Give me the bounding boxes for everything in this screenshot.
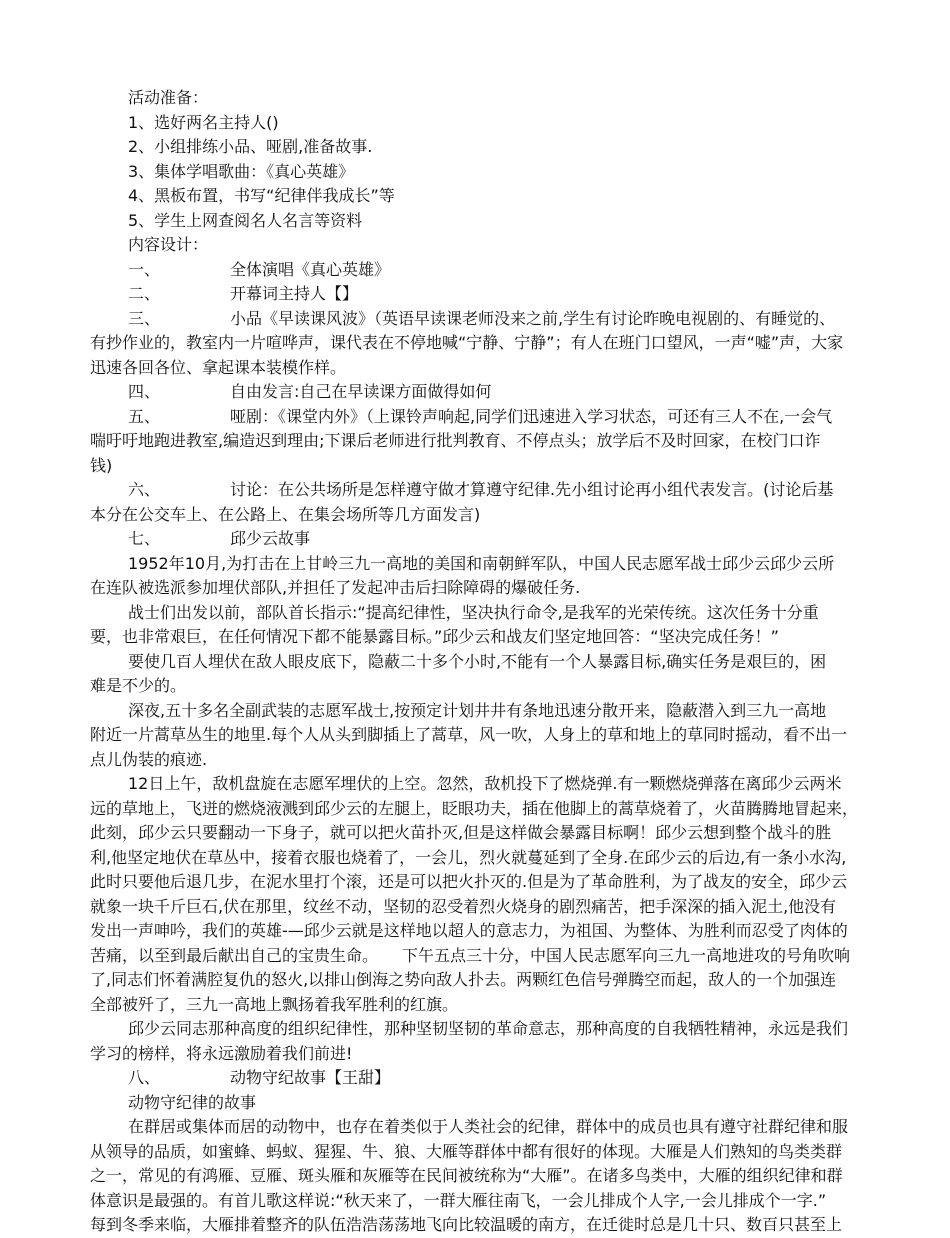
outline-text: 自由发言:自己在早读课方面做得如何 (230, 382, 492, 401)
outline-text-continued: 迅速各回各位、拿起课本装模作样。 (90, 357, 347, 377)
outline-text-continued: 本分在公交车上、在公路上、在集会场所等几方面发言) (90, 504, 481, 524)
outline-number: 五、 (128, 406, 161, 426)
prep-heading: 活动准备： (128, 88, 209, 107)
animal-story-title: 动物守纪律的故事 (128, 1092, 257, 1112)
animal-paragraph-line: 在群居或集体而居的动物中，也存在着类似于人类社会的纪律，群体中的成员也具有遵守社群纪律和服 (128, 1117, 849, 1136)
story-paragraph-line: 1952年10月,为打击在上甘岭三九一高地的美国和南朝鲜军队，中国人民志愿军战士邱少云邱少云所 (128, 553, 835, 573)
outline-text: 邱少云故事 (230, 529, 311, 548)
outline-text-continued: 喘吁吁地跑进教室,编造迟到理由;下课后老师进行批判教育、不停点头；放学后不及时回家，在校门口诈 (90, 431, 821, 450)
story-paragraph-line: 全部被歼了，三九一高地上飘扬着我军胜利的红旗。 (90, 994, 459, 1014)
outline-number: 八、 (128, 1068, 161, 1087)
animal-paragraph-line: 之一，常见的有鸿雁、豆雁、斑头雁和灰雁等在民间被统称为“大雁”。在诸多鸟类中，大雁的组织纪律和群 (90, 1166, 843, 1185)
animal-paragraph-line: 体意识是最强的。有首儿歌这样说:“秋天来了，一群大雁往南飞，一会儿排成个人字,一会儿排成个一字.” (90, 1190, 827, 1210)
outline-item-4 (90, 380, 860, 405)
story-paragraph-line: 战士们出发以前，部队首长指示:“提高纪律性，坚决执行命令,是我军的光荣传统。这次任务十分重 (128, 602, 819, 622)
story-paragraph-line: 了,同志们怀着满腔复仇的怒火,以排山倒海之势向敌人扑去。两颗红色信号弹腾空而起，敌人的一个加强连 (90, 970, 837, 989)
outline-text: 开幕词主持人【】 (230, 284, 359, 303)
outline-item-7 (90, 527, 860, 552)
animal-paragraph-line: 从领导的品质，如蜜蜂、蚂蚁、猩猩、牛、狼、大雁等群体中都有很好的体现。大雁是人们熟知的鸟类类群 (90, 1141, 843, 1161)
prep-item: 5、学生上网查阅名人名言等资料 (128, 210, 363, 230)
story-paragraph-line: 在连队被选派参加埋伏部队,并担任了发起冲击后扫除障碍的爆破任务. (90, 578, 581, 597)
story-paragraph-line: 点儿伪装的痕迹. (90, 749, 208, 769)
story-paragraph-line: 利,他坚定地伏在草丛中，接着衣服也烧着了，一会儿，烈火就蔓延到了全身.在邱少云的后边,有一条小水沟, (90, 847, 847, 867)
design-heading: 内容设计： (128, 235, 209, 254)
prep-item: 3、集体学唱歌曲：《真心英雄》 (128, 161, 355, 181)
outline-text: 讨论：在公共场所是怎样遵守做才算遵守纪律.先小组讨论再小组代表发言。(讨论后基 (230, 480, 834, 499)
outline-item-2 (90, 282, 860, 307)
outline-text: 小品《早读课风波》（英语早读课老师没来之前,学生有讨论昨晚电视剧的、有睡觉的、 (230, 308, 836, 328)
outline-item-6 (90, 478, 860, 503)
animal-paragraph-line: 每到冬季来临，大雁排着整齐的队伍浩浩荡荡地飞向比较温暖的南方，在迁徙时总是几十只、数百只甚至上 (90, 1215, 843, 1234)
story-paragraph-line: 12日上午，敌机盘旋在志愿军埋伏的上空。忽然，敌机投下了燃烧弹.有一颗燃烧弹落在离邱少云两米 (128, 774, 842, 793)
story-paragraph-line: 苦痛，以至到最后献出自己的宝贵生命。 下午五点三十分，中国人民志愿军向三九一高地进攻的号角吹响 (90, 945, 851, 965)
outline-text: 动物守纪故事【王甜】 (230, 1068, 391, 1087)
outline-number: 二、 (128, 284, 161, 303)
outline-item-8 (90, 1066, 860, 1091)
outline-text-continued: 有抄作业的，教室内一片喧哗声，课代表在不停地喊“宁静、宁静”；有人在班门口望风，一声“嘘”声，大家 (90, 333, 844, 352)
story-paragraph-line: 难是不少的。 (90, 676, 187, 695)
story-paragraph-line: 远的草地上，飞迸的燃烧液溅到邱少云的左腿上，眨眼功夫，插在他脚上的蒿草烧着了，火苗腾腾地冒起来， (90, 798, 859, 818)
outline-number: 一、 (128, 259, 161, 279)
outline-number: 三、 (128, 308, 161, 328)
prep-item: 4、黑板布置，书写“纪律伴我成长”等 (128, 186, 395, 205)
prep-item: 1、选好两名主持人() (128, 112, 279, 132)
story-paragraph-line: 此刻，邱少云只要翻动一下身子，就可以把火苗扑灭,但是这样做会暴露目标啊！邱少云想到整个战斗的胜 (90, 823, 832, 842)
story-paragraph-line: 此时只要他后退几步，在泥水里打个滚，还是可以把火扑灭的.但是为了革命胜利，为了战友的安全，邱少云 (90, 872, 848, 891)
outline-item-3 (90, 307, 860, 332)
story-paragraph-line: 发出一声呻吟，我们的英雄-—邱少云就是这样地以超人的意志力，为祖国、为整体、为胜利而忍受了肉体的 (90, 921, 848, 940)
prep-item: 2、小组排练小品、哑剧,准备故事. (128, 137, 373, 156)
story-paragraph-line: 学习的榜样，将永远激励着我们前进! (90, 1043, 353, 1063)
story-paragraph-line: 要，也非常艰巨，在任何情况下都不能暴露目标。”邱少云和战友们坚定地回答：“坚决完成任务！” (90, 627, 779, 646)
story-paragraph-line: 深夜,五十多名全副武装的志愿军战士,按预定计划井井有条地迅速分散开来，隐蔽潜入到三九一高地 (128, 700, 827, 720)
outline-text: 全体演唱《真心英雄》 (230, 259, 391, 279)
story-paragraph-line: 要使几百人埋伏在敌人眼皮底下，隐蔽二十多个小时,不能有一个人暴露目标,确实任务是艰巨的，困 (128, 651, 827, 671)
outline-number: 六、 (128, 480, 161, 499)
outline-number: 七、 (128, 529, 161, 548)
story-paragraph-line: 就象一块千斤巨石,伏在那里，纹丝不动，坚韧的忍受着烈火烧身的剧烈痛苦，把手深深的插入泥土,他没有 (90, 896, 837, 916)
outline-text: 哑剧：《课堂内外》（上课铃声响起,同学们迅速进入学习状态，可还有三人不在,一会气 (230, 406, 833, 426)
story-paragraph-line: 附近一片蒿草丛生的地里.每个人从头到脚插上了蒿草，风一吹，人身上的草和地上的草同时摇动，看不出一 (90, 725, 848, 744)
outline-item-5 (90, 405, 860, 430)
outline-text-continued: 钱) (90, 455, 113, 475)
outline-item-1 (90, 258, 860, 283)
outline-number: 四、 (128, 382, 161, 401)
story-paragraph-line: 邱少云同志那种高度的组织纪律性，那种坚韧坚韧的革命意志，那种高度的自我牺牲精神，永远是我们 (128, 1019, 849, 1038)
